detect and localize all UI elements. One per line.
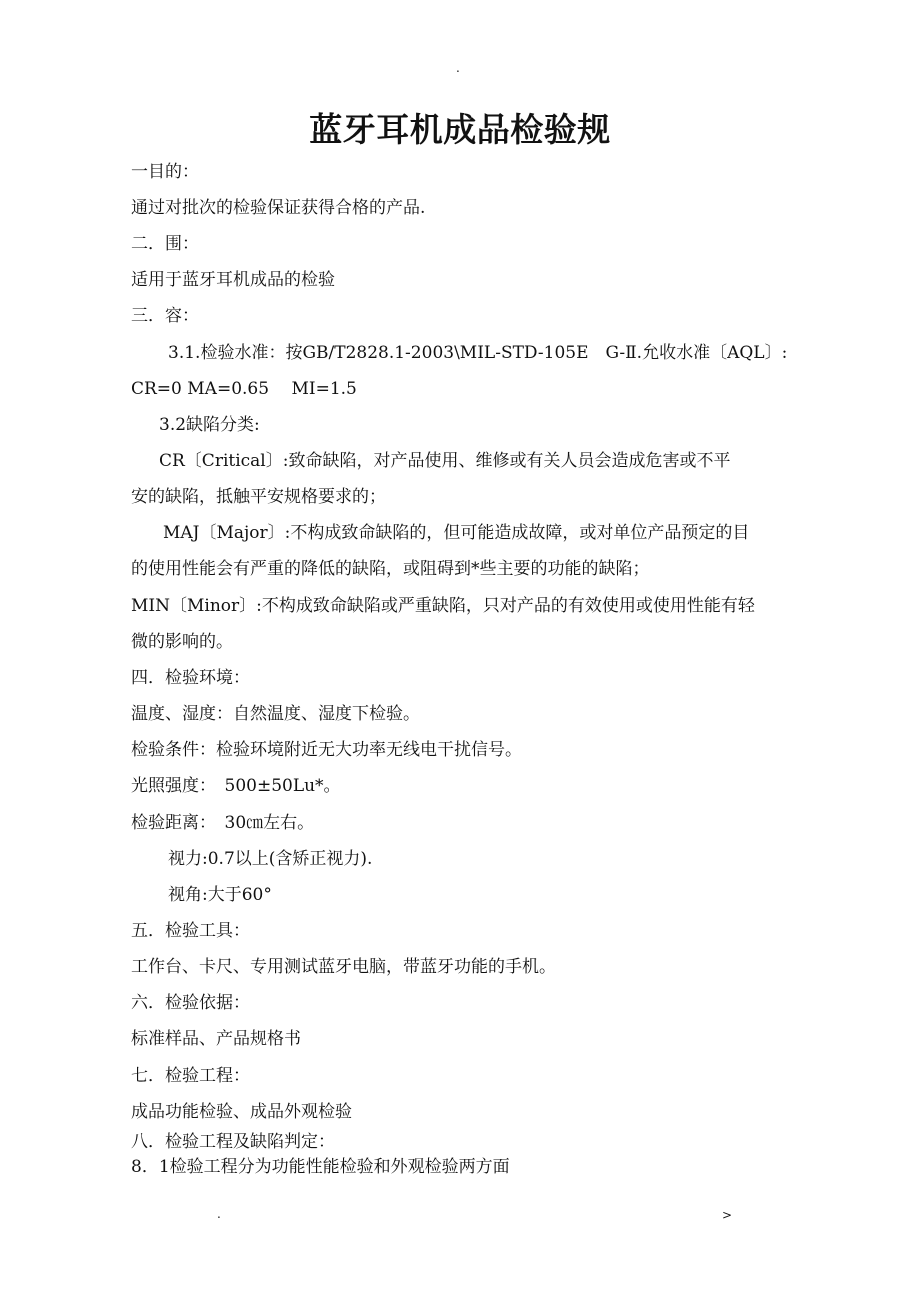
condition-text: 检验条件：检验环境附近无大功率无线电干扰信号。 — [131, 740, 522, 760]
aql-values-text: CR=0 MA=0.65 MI=1.5 — [131, 379, 357, 399]
section-2-heading: 二．围： — [131, 234, 199, 254]
tools-text: 工作台、卡尺、专用测试蓝牙电脑，带蓝牙功能的手机。 — [131, 957, 556, 977]
minor-defect-text-cont: 微的影响的。 — [131, 632, 233, 652]
minor-defect-text: MIN〔Minor〕:不构成致命缺陷或严重缺陷，只对产品的有效使用或使用性能有轻 — [131, 596, 755, 616]
critical-defect-text-cont: 安的缺陷，抵触平安规格要求的； — [131, 487, 386, 507]
illumination-text: 光照强度： 500±50Lu*。 — [131, 776, 341, 796]
defect-class-heading: 3.2缺陷分类: — [159, 415, 260, 435]
section-6-heading: 六．检验依据： — [131, 993, 250, 1013]
major-defect-text: MAJ〔Major〕:不构成致命缺陷的，但可能造成故障，或对单位产品预定的目 — [163, 523, 750, 543]
major-defect-text-cont: 的使用性能会有严重的降低的缺陷，或阻碍到*些主要的功能的缺陷； — [131, 559, 650, 579]
basis-text: 标准样品、产品规格书 — [131, 1029, 301, 1049]
section-7-heading: 七．检验工程： — [131, 1066, 250, 1086]
section-8-heading: 八．检验工程及缺陷判定： — [131, 1132, 335, 1152]
view-angle-text: 视角:大于60° — [168, 885, 272, 905]
item-8-1-text: 8．1检验工程分为功能性能检验和外观检验两方面 — [131, 1157, 510, 1177]
section-5-heading: 五．检验工具： — [131, 921, 250, 941]
section-4-heading: 四．检验环境： — [131, 668, 250, 688]
purpose-text: 通过对批次的检验保证获得合格的产品. — [131, 198, 426, 218]
footer-arrow: > — [722, 1208, 733, 1222]
items-text: 成品功能检验、成品外观检验 — [131, 1102, 352, 1122]
temperature-text: 温度、湿度：自然温度、湿度下检验。 — [131, 704, 420, 724]
section-3-heading: 三．容： — [131, 306, 199, 326]
distance-text: 检验距离： 30㎝左右。 — [131, 813, 315, 833]
footer-dot: . — [217, 1207, 221, 1221]
page-title: 蓝牙耳机成品检验规 — [309, 110, 611, 149]
critical-defect-text: CR〔Critical〕:致命缺陷，对产品使用、维修或有关人员会造成危害或不平 — [159, 451, 731, 471]
inspection-level-text: 3.1.检验水准：按GB/T2828.1-2003\MIL-STD-105E G-Ⅱ.允收水准〔AQL〕: — [168, 343, 788, 363]
header-dot: . — [456, 61, 460, 75]
eyesight-text: 视力:0.7以上(含矫正视力). — [168, 849, 373, 869]
section-1-heading: 一目的： — [131, 162, 199, 182]
scope-text: 适用于蓝牙耳机成品的检验 — [131, 270, 335, 290]
